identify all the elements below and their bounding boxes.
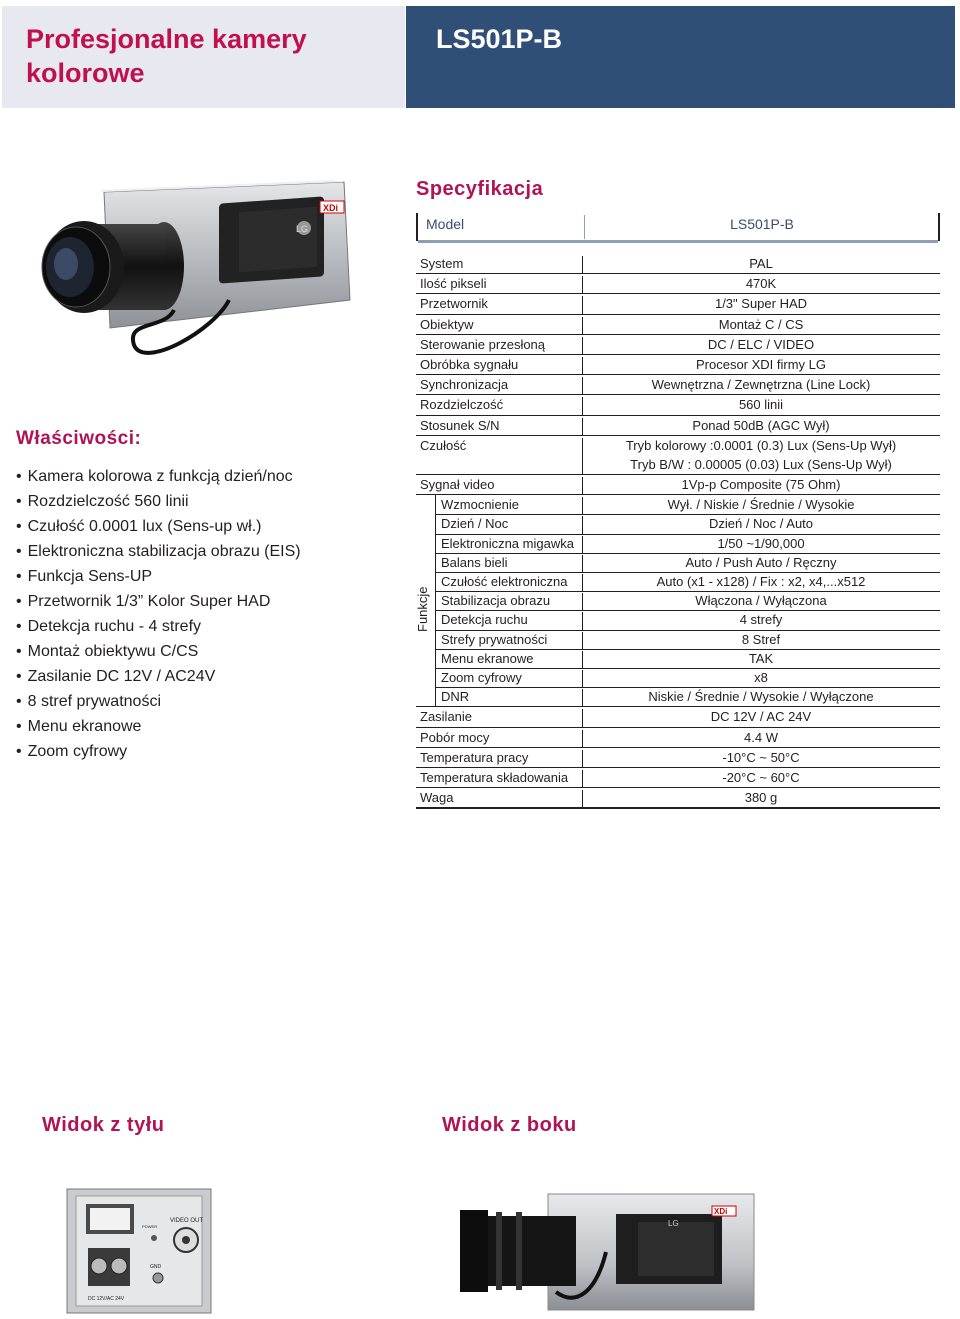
list-item: • Montaż obiektywu C/CS xyxy=(16,639,301,664)
spec-value: Niskie / Średnie / Wysokie / Wyłączone xyxy=(648,689,874,705)
spec-value: Procesor XDI firmy LG xyxy=(695,356,827,372)
spec-value: Wewnętrzna / Zewnętrzna (Line Lock) xyxy=(651,377,871,393)
list-item: • Kamera kolorowa z funkcją dzień/noc xyxy=(16,464,301,489)
spec-label: Sterowanie przesłoną xyxy=(420,336,546,352)
spec-label: Zasilanie xyxy=(420,709,473,725)
table-row xyxy=(416,591,940,610)
page-title: Profesjonalne kamery kolorowe xyxy=(26,24,307,88)
camera-rear-image xyxy=(66,1188,212,1314)
spec-label: Obróbka sygnału xyxy=(420,356,519,372)
spec-label: Czułość elektroniczna xyxy=(441,574,568,590)
spec-value: 1Vp-p Composite (75 Ohm) xyxy=(681,477,841,493)
spec-value: -10°C ~ 50°C xyxy=(722,749,800,765)
spec-label: Zoom cyfrowy xyxy=(441,669,522,685)
side-view-title: Widok z boku xyxy=(442,1114,577,1136)
spec-value: DC / ELC / VIDEO xyxy=(707,336,815,352)
table-row xyxy=(416,315,940,335)
table-row xyxy=(416,294,940,314)
spec-label: Detekcja ruchu xyxy=(441,612,528,628)
list-item: • Zoom cyfrowy xyxy=(16,739,301,764)
table-row xyxy=(416,416,940,436)
list-item: • Funkcja Sens-UP xyxy=(16,564,301,589)
spec-label: Czułość xyxy=(420,437,467,453)
table-row xyxy=(416,610,940,629)
spec-label: Temperatura składowania xyxy=(420,769,569,785)
spec-value: x8 xyxy=(754,669,768,685)
table-row xyxy=(416,668,940,687)
spec-label: Elektroniczna migawka xyxy=(441,535,574,551)
spec-label: Temperatura pracy xyxy=(420,749,529,765)
spec-value: TAK xyxy=(748,650,774,666)
spec-value: Wył. / Niskie / Średnie / Wysokie xyxy=(667,497,855,513)
list-item: • Menu ekranowe xyxy=(16,714,301,739)
spec-label: Ilość pikseli xyxy=(420,276,487,292)
spec-table xyxy=(416,254,940,809)
gnd-label: GND xyxy=(150,1264,162,1270)
spec-value: 1/3" Super HAD xyxy=(714,296,808,312)
table-row xyxy=(416,553,940,572)
spec-label: Synchronizacja xyxy=(420,377,509,393)
power-label: POWER xyxy=(142,1224,158,1229)
spec-value: Tryb kolorowy :0.0001 (0.3) Lux (Sens-Up Wył) xyxy=(625,437,897,453)
table-row xyxy=(416,649,940,668)
spec-label: Pobór mocy xyxy=(420,729,490,745)
table-row xyxy=(416,728,940,748)
spec-value-secondary: Tryb B/W : 0.00005 (0.03) Lux (Sens-Up Wył) xyxy=(630,456,892,472)
spec-label: Sygnał video xyxy=(420,477,495,493)
spec-value: Ponad 50dB (AGC Wył) xyxy=(692,417,830,433)
list-item: • Elektroniczna stabilizacja obrazu (EIS) xyxy=(16,539,301,564)
model-label: Model xyxy=(426,216,465,232)
spec-label: DNR xyxy=(441,689,470,705)
features-list xyxy=(16,464,301,764)
spec-value: Auto / Push Auto / Ręczny xyxy=(685,554,837,570)
spec-label: Balans bieli xyxy=(441,554,508,570)
table-row xyxy=(416,274,940,294)
table-row xyxy=(416,514,940,533)
table-row xyxy=(416,254,940,274)
table-row xyxy=(416,534,940,553)
xdi-badge-side: XDi xyxy=(714,1207,728,1216)
xdi-badge: XDi xyxy=(323,203,339,213)
spec-value: Auto (x1 - x128) / Fix : x2, x4,...x512 xyxy=(656,574,866,590)
table-row xyxy=(416,630,940,649)
spec-value: 470K xyxy=(745,276,777,292)
spec-label: Rozdzielczość xyxy=(420,397,504,413)
lg-logo-side: LG xyxy=(668,1219,679,1228)
list-item: • Przetwornik 1/3” Kolor Super HAD xyxy=(16,589,301,614)
features-title: Właściwości: xyxy=(16,428,142,449)
spec-title: Specyfikacja xyxy=(416,178,544,200)
spec-value: 560 linii xyxy=(738,397,784,413)
spec-label: Przetwornik xyxy=(420,296,488,312)
table-row xyxy=(416,788,940,809)
spec-label: Wzmocnienie xyxy=(441,497,520,513)
spec-model-row xyxy=(416,213,940,241)
spec-label: Strefy prywatności xyxy=(441,631,548,647)
list-item: • Zasilanie DC 12V / AC24V xyxy=(16,664,301,689)
spec-label: Stosunek S/N xyxy=(420,417,500,433)
spec-value: PAL xyxy=(749,256,773,271)
list-item: • Detekcja ruchu - 4 strefy xyxy=(16,614,301,639)
spec-value: -20°C ~ 60°C xyxy=(722,769,800,785)
spec-value: Montaż C / CS xyxy=(718,316,804,332)
dc-label: DC 12V/AC 24V xyxy=(88,1296,125,1302)
spec-value: 380 g xyxy=(744,790,778,806)
table-row xyxy=(416,768,940,788)
spec-label: Dzień / Noc xyxy=(441,516,509,532)
spec-value: Włączona / Wyłączona xyxy=(695,593,827,609)
list-item: • Czułość 0.0001 lux (Sens-up wł.) xyxy=(16,514,301,539)
table-row xyxy=(416,436,940,475)
camera-side-image xyxy=(456,1192,756,1314)
lg-logo: LG xyxy=(296,224,309,234)
camera-front-image xyxy=(14,180,354,380)
table-row xyxy=(416,395,940,415)
rear-view-title: Widok z tyłu xyxy=(42,1114,165,1136)
video-out-label: VIDEO OUT xyxy=(170,1218,204,1224)
spec-value: 4 strefy xyxy=(739,612,783,628)
list-item: • 8 stref prywatności xyxy=(16,689,301,714)
table-row xyxy=(416,355,940,375)
spec-label: Waga xyxy=(420,790,454,806)
table-row xyxy=(416,335,940,355)
table-row xyxy=(416,748,940,768)
spec-label: Obiektyw xyxy=(420,316,474,332)
spec-value: 1/50 ~1/90,000 xyxy=(717,535,805,551)
table-row xyxy=(416,495,940,514)
spec-label: System xyxy=(420,256,464,271)
funkcje-group-label: Funkcje xyxy=(415,586,430,632)
model-title: LS501P-B xyxy=(436,24,563,54)
table-row xyxy=(416,707,940,727)
table-row xyxy=(416,375,940,395)
model-value: LS501P-B xyxy=(730,216,794,232)
table-row xyxy=(416,475,940,495)
table-row xyxy=(416,572,940,591)
spec-value: 4.4 W xyxy=(744,729,778,745)
list-item: • Rozdzielczość 560 linii xyxy=(16,489,301,514)
table-row xyxy=(416,687,940,707)
spec-value: 8 Stref xyxy=(741,631,781,647)
spec-value: DC 12V / AC 24V xyxy=(710,709,812,725)
spec-label: Menu ekranowe xyxy=(441,650,534,666)
spec-value: Dzień / Noc / Auto xyxy=(708,516,814,532)
spec-label: Stabilizacja obrazu xyxy=(441,593,551,609)
